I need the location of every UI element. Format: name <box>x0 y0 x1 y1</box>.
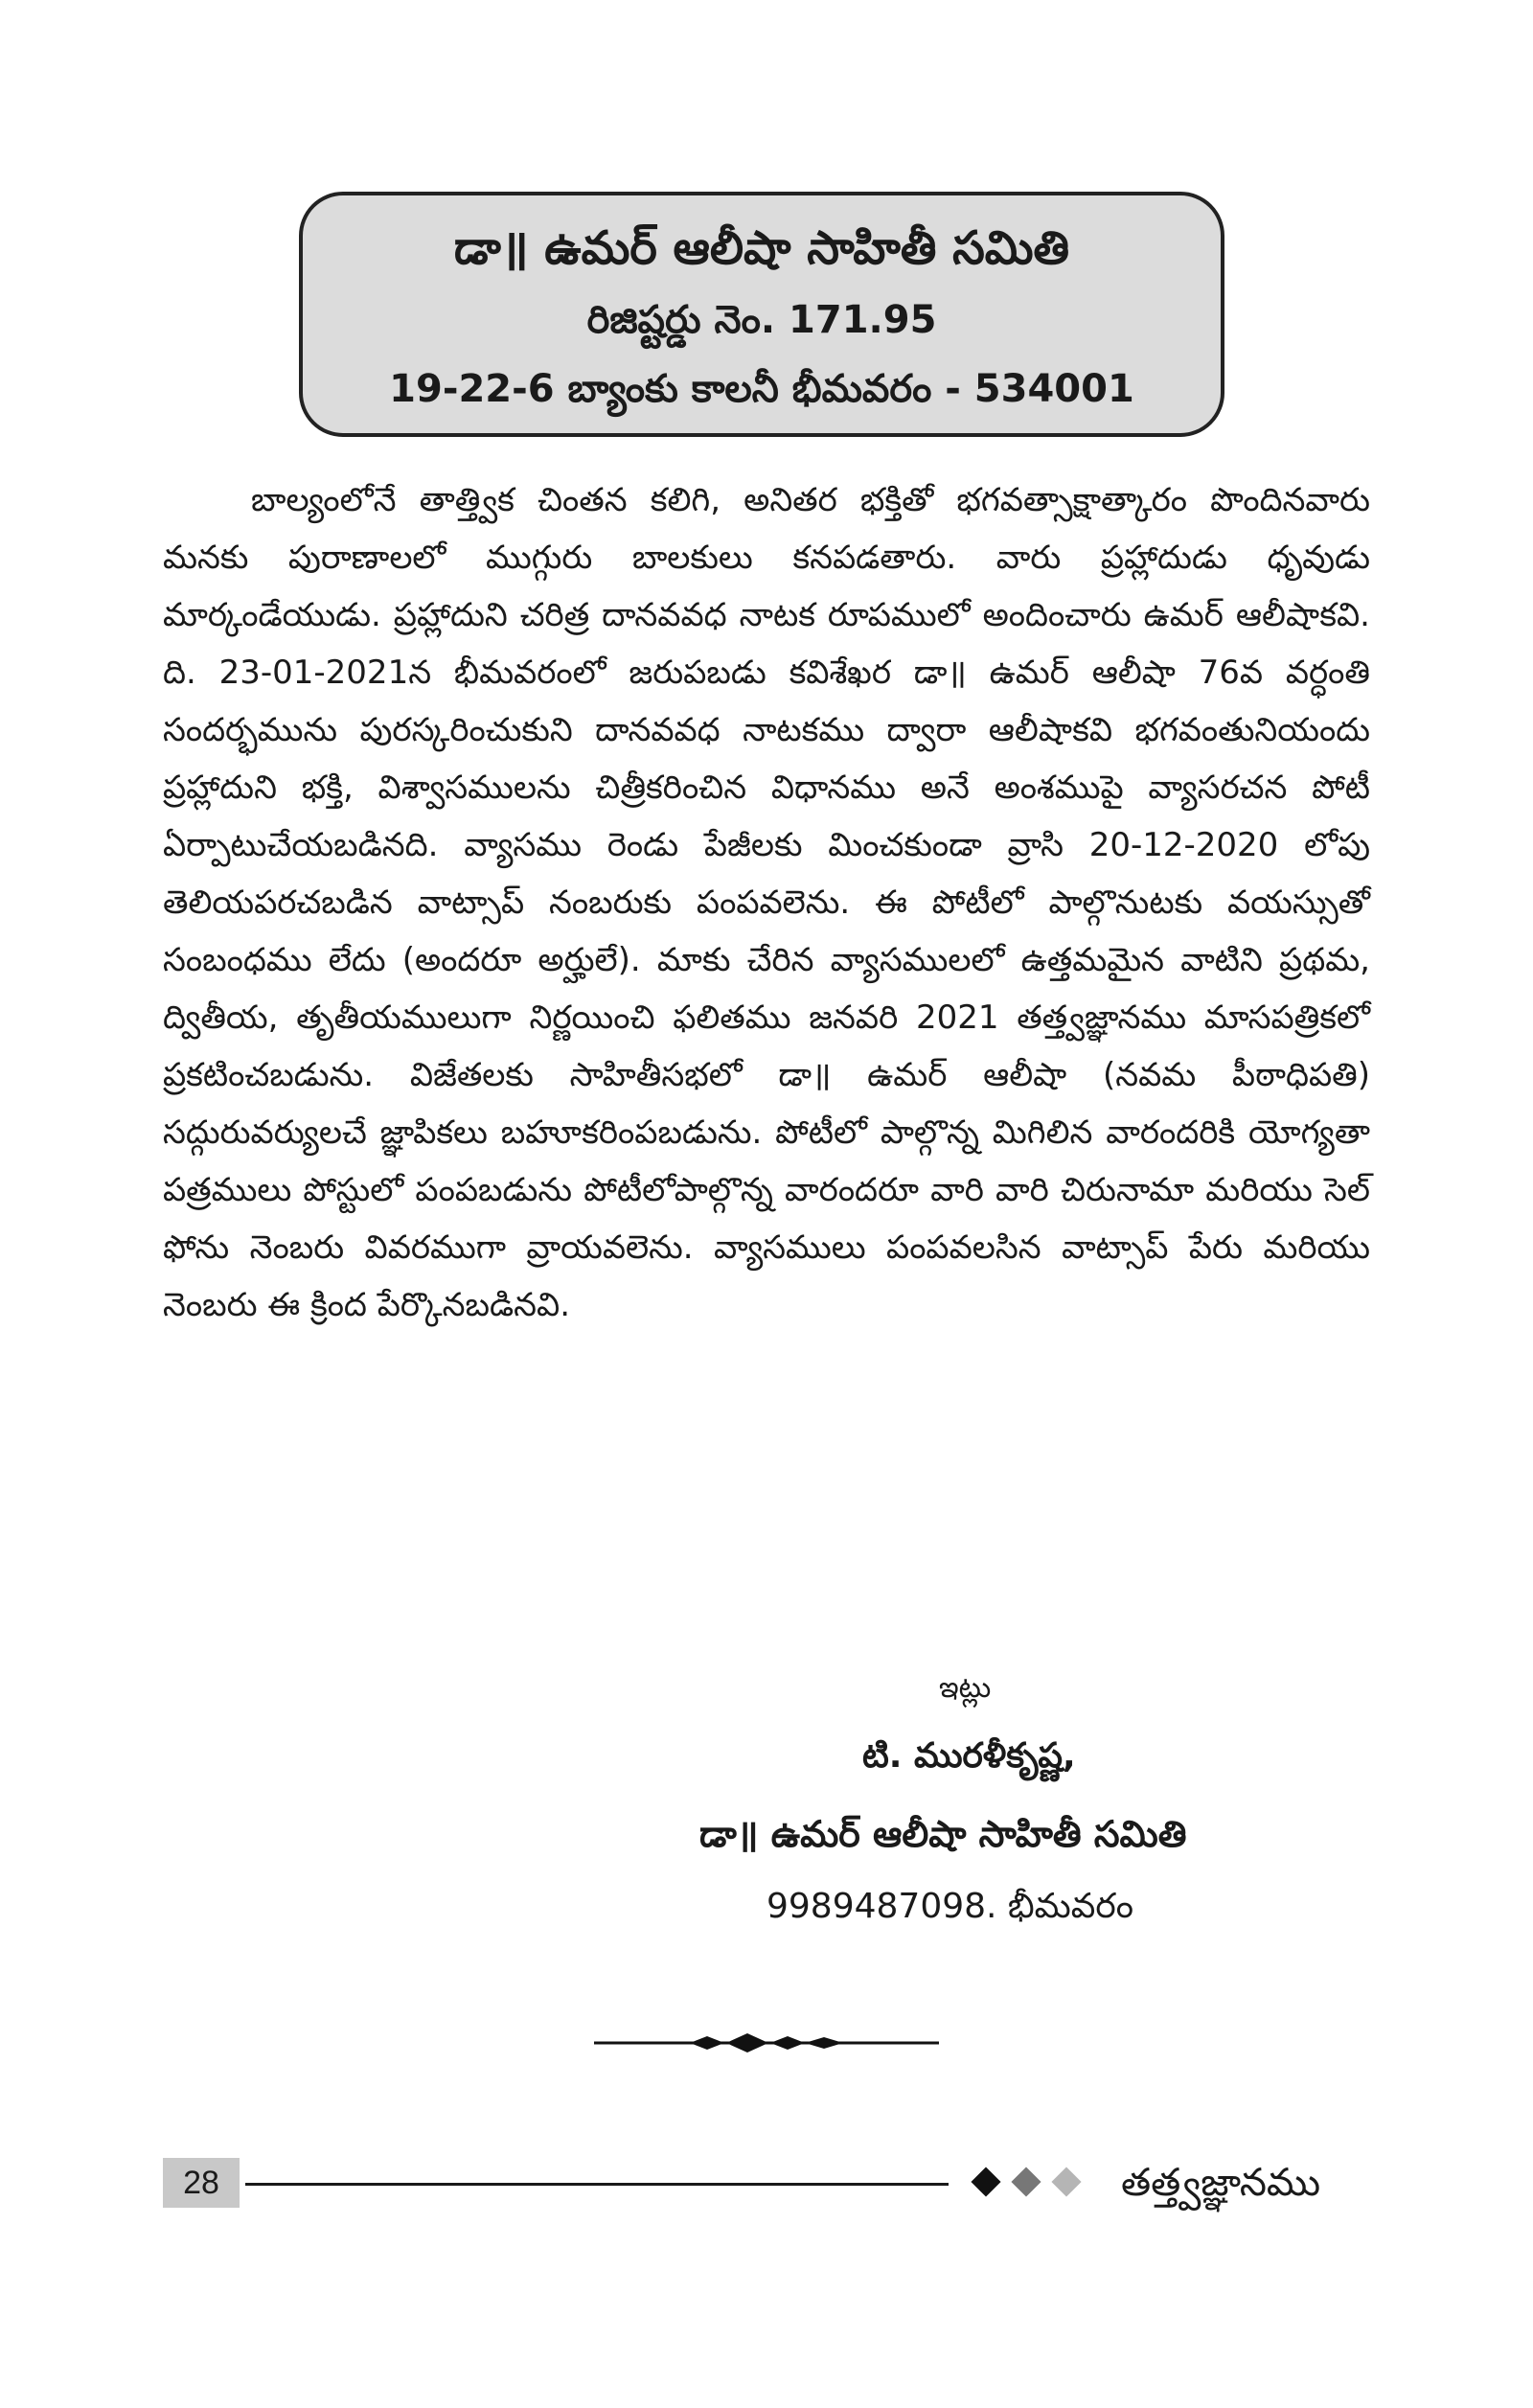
organization-header-box <box>299 192 1224 437</box>
announcement-paragraph: బాల్యంలోనే తాత్త్విక చింతన కలిగి, అనితర భక్తితో భగవత్సాక్షాత్కారం పొందినవారు మనకు పురాణాలలో ముగ్గురు బాలకులు కనపడతారు. వారు ప్రహ్లాదుడు ధృవుడు మార్కండేయుడు. ప్రహ్లాదుని చరిత్ర దానవవధ నాటక రూపములో అందించారు ఉమర్ ఆలీషాకవి. ది. 23-01-2021న భీమవరంలో జరుపబడు కవిశేఖర డా॥ ఉమర్ ఆలీషా 76వ వర్ధంతి సందర్భమును పురస్కరించుకుని దానవవధ నాటకము ద్వారా ఆలీషాకవి భగవంతునియందు ప్రహ్లాదుని భక్తి, విశ్వాసములను చిత్రీకరించిన విధానము అనే అంశముపై వ్యాసరచన పోటీ ఏర్పాటుచేయబడినది. వ్యాసము రెండు పేజీలకు మించకుండా వ్రాసి 20-12-2020 లోపు తెలియపరచబడిన వాట్సాప్ నంబరుకు పంపవలెను. ఈ పోటీలో పాల్గొనుటకు వయస్సుతో సంబంధము లేదు (అందరూ అర్హులే). మాకు చేరిన వ్యాసములలో ఉత్తమమైన వాటిని ప్రథమ, ద్వితీయ, తృతీయములుగా నిర్ణయించి ఫలితము జనవరి 2021 తత్త్వజ్ఞానము మాసపత్రికలో ప్రకటించబడును. విజేతలకు సాహితీసభలో డా॥ ఉమర్ ఆలీషా (నవమ పీఠాధిపతి) సద్గురువర్యులచే జ్ఞాపికలు బహూకరింపబడును. పోటీలో పాల్గొన్న మిగిలిన వారందరికి యోగ్యతా పత్రములు పోస్టులో పంపబడును పోటీలోపాల్గొన్న వారందరూ వారి వారి చిరునామా మరియు సెల్ ఫోను నెంబరు వివరముగా వ్రాయవలెను. వ్యాసములు పంపవలసిన వాట్సాప్ పేరు మరియు నెంబరు ఈ క్రింద పేర్కొనబడినవి. <box>163 481 1370 1324</box>
page-number: 28 <box>163 2158 240 2208</box>
diamond-icon <box>1051 2167 1081 2196</box>
footer-rule <box>245 2183 949 2186</box>
contact-phone: 9989487098. భీమవరం <box>766 1887 1133 1926</box>
organization-address: 19-22-6 బ్యాంకు కాలనీ భీమవరం - 534001 <box>389 367 1134 411</box>
signatory-organization: డా॥ ఉమర్ ఆలీషా సాహితీ సమితి <box>699 1813 1187 1855</box>
page-footer <box>163 2158 1370 2215</box>
diamond-icon <box>971 2167 1000 2196</box>
diamond-icon <box>1011 2167 1041 2196</box>
closing-word: ఇట్లు <box>939 1671 992 1705</box>
signatory-name: టి. మురళీకృష్ణ, <box>862 1736 1076 1776</box>
organization-name: డా॥ ఉమర్ ఆలీషా సాహితీ సమితి <box>453 221 1070 275</box>
registration-number: రిజిష్టర్డు నెం. 171.95 <box>586 298 937 342</box>
publication-title: తత్త్వజ్ఞానము <box>1121 2161 1321 2205</box>
divider-ornament-icon <box>594 2024 939 2062</box>
